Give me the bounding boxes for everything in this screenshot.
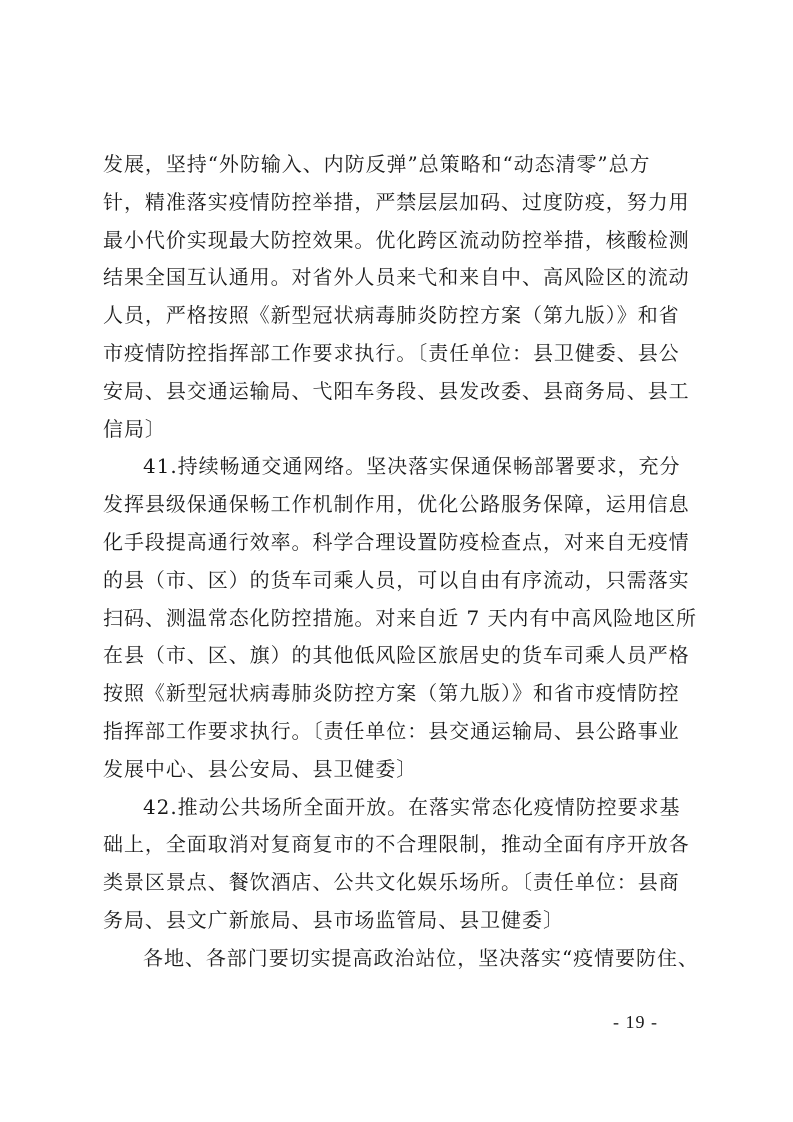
text-line: 发挥县级保通保畅工作机制作用，优化公路服务保障，运用信息: [103, 492, 690, 517]
text-line: 扫码、测温常态化防控措施。对来自近 7 天内有中高风险地区所: [103, 605, 697, 630]
text-line: 安局、县交通运输局、弋阳车务段、县发改委、县商务局、县工: [103, 378, 690, 403]
text-line: 的县（市、区）的货车司乘人员，可以自由有序流动，只需落实: [103, 567, 690, 592]
text-line: 最小代价实现最大防控效果。优化跨区流动防控举措，核酸检测: [103, 227, 690, 252]
text-line: 础上，全面取消对复商复市的不合理限制，推动全面有序开放各: [103, 832, 690, 857]
text-line: 针，精准落实疫情防控举措，严禁层层加码、过度防疫，努力用: [103, 189, 690, 214]
text-line: 42.推动公共场所全面开放。在落实常态化疫情防控要求基: [143, 794, 681, 819]
text-line: 按照《新型冠状病毒肺炎防控方案（第九版）》和省市疫情防控: [103, 681, 680, 706]
text-line: 在县（市、区、旗）的其他低风险区旅居史的货车司乘人员严格: [103, 643, 690, 668]
page-number: - 19 -: [613, 1012, 658, 1032]
text-line: 指挥部工作要求执行。〔责任单位：县交通运输局、县公路事业: [103, 718, 680, 743]
text-line: 化手段提高通行效率。科学合理设置防疫检查点，对来自无疫情: [103, 529, 690, 554]
text-line: 发展中心、县公安局、县卫健委〕: [103, 756, 418, 781]
text-line: 各地、各部门要切实提高政治站位，坚决落实“疫情要防住、: [143, 945, 699, 970]
text-line: 发展，坚持“外防输入、内防反弹”总策略和“动态清零”总方: [103, 152, 651, 176]
body-text: [103, 146, 699, 978]
text-line: 类景区景点、餐饮酒店、公共文化娱乐场所。〔责任单位：县商: [103, 870, 680, 895]
text-line: 务局、县文广新旅局、县市场监管局、县卫健委〕: [103, 907, 564, 932]
text-line: 市疫情防控指挥部工作要求执行。〔责任单位：县卫健委、县公: [103, 340, 680, 365]
text-line: 人员，严格按照《新型冠状病毒肺炎防控方案（第九版）》和省: [103, 303, 680, 328]
text-line: 41.持续畅通交通网络。坚决落实保通保畅部署要求，充分: [143, 454, 681, 479]
text-line: 信局〕: [103, 416, 166, 441]
text-line: 结果全国互认通用。对省外人员来弋和来自中、高风险区的流动: [103, 265, 690, 290]
